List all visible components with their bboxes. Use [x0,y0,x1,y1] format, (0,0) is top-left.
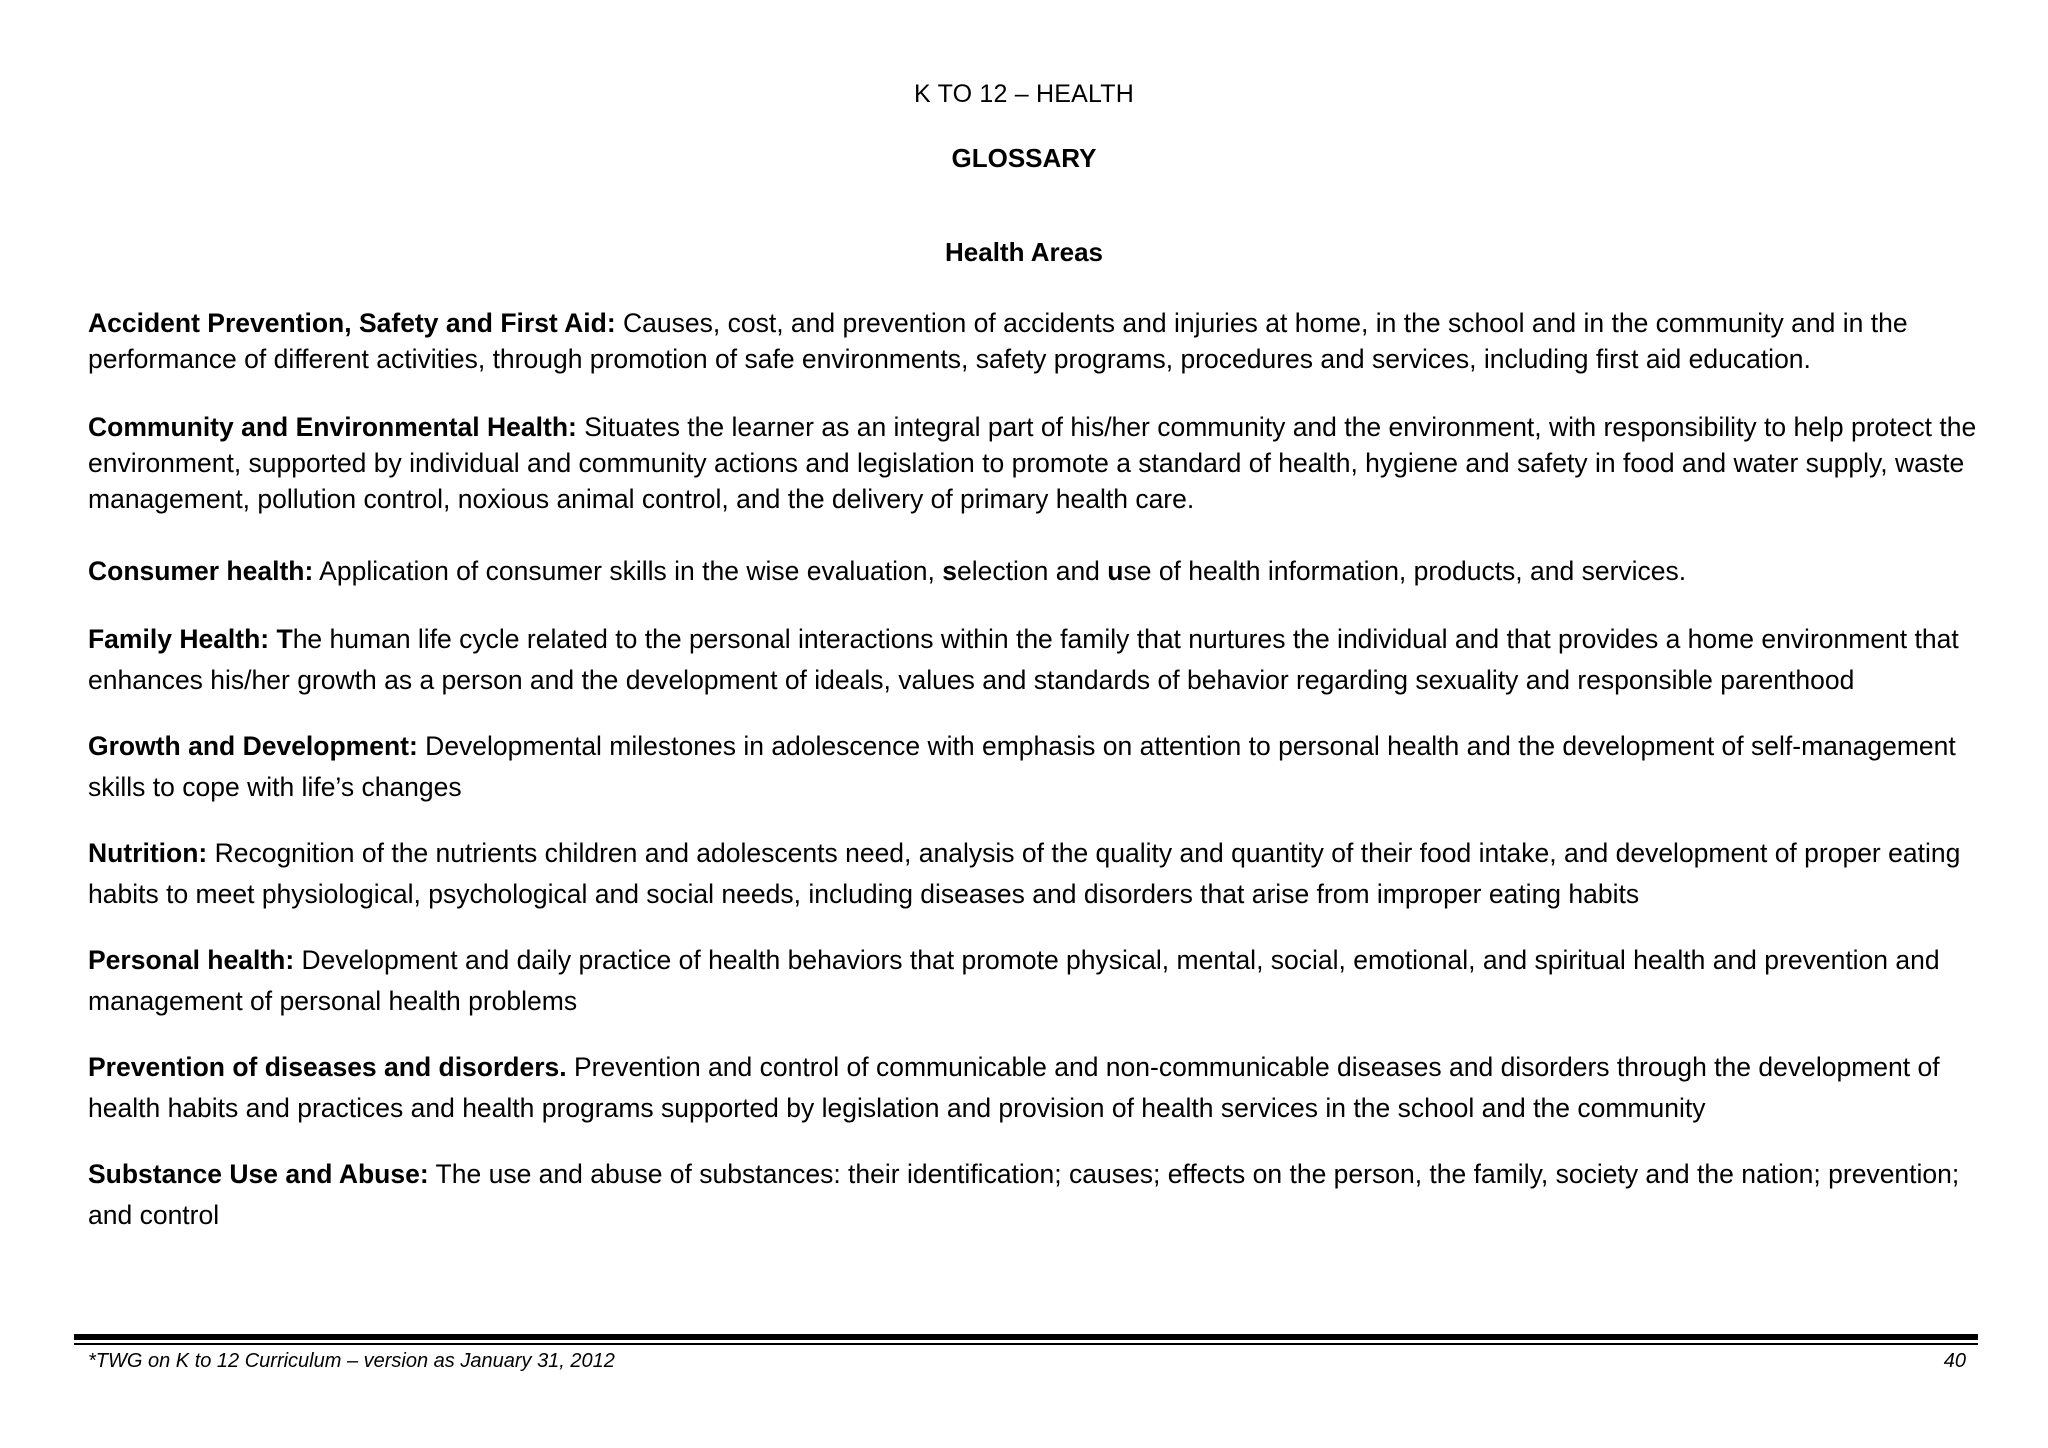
glossary-definition-part: election and [957,556,1108,586]
glossary-term: Consumer health: [88,556,314,586]
footer-source-note: *TWG on K to 12 Curriculum – version as January 31, 2012 [88,1350,615,1372]
glossary-entries [88,305,1988,1236]
glossary-term: Nutrition: [88,838,208,868]
glossary-entry-consumer-health [88,553,1988,589]
glossary-definition: Developmental milestones in adolescence with emphasis on attention to personal health and the development of self-management skills to cope with life’s changes [88,731,1956,802]
document-title: K TO 12 – HEALTH [914,80,1134,108]
glossary-entry-personal-health [88,940,1988,1022]
glossary-definition-emphasis: s [942,556,957,586]
glossary-term: Personal health: [88,945,295,975]
glossary-definition: Causes, cost, and prevention of accidents and injuries at home, in the school and in the community and in the performance of different activities, through promotion of safe environments, safety programs, procedures and services, including first aid education. [88,308,1908,374]
glossary-entry-substance-use [88,1154,1988,1236]
glossary-heading: GLOSSARY [951,143,1097,173]
glossary-definition: Recognition of the nutrients children and adolescents need, analysis of the quality and quantity of their food intake, and development of proper eating habits to meet physiological, psychological and social needs, including diseases and disorders that arise from improper eating habits [88,838,1961,909]
glossary-entry-growth-development [88,726,1988,808]
glossary-term: Family Health: T [88,624,293,654]
glossary-definition: he human life cycle related to the personal interactions within the family that nurtures the individual and that provides a home environment that enhances his/her growth as a person and the development of ideals, values and standards of behavior regarding sexuality and responsible parenthood [88,624,1959,695]
section-heading: Health Areas [945,237,1103,267]
glossary-definition: The use and abuse of substances: their identification; causes; effects on the person, the family, society and the nation; prevention; and control [88,1159,1960,1230]
glossary-entry-nutrition [88,833,1988,915]
glossary-term: Accident Prevention, Safety and First Aid: [88,308,616,338]
glossary-definition: Development and daily practice of health behaviors that promote physical, mental, social, emotional, and spiritual health and prevention and management of personal health problems [88,945,1940,1016]
glossary-term: Prevention of diseases and disorders. [88,1052,567,1082]
glossary-term: Community and Environmental Health: [88,412,577,442]
glossary-entry-family-health [88,619,1988,701]
glossary-definition-part: Application of consumer skills in the wise evaluation, [313,556,943,586]
footer-divider-thin [74,1343,1978,1345]
glossary-entry-prevention-diseases [88,1047,1988,1129]
footer-divider [74,1334,1978,1340]
glossary-definition: Prevention and control of communicable and non-communicable diseases and disorders through the development of health habits and practices and health programs supported by legislation and provision of health services in the school and the community [88,1052,1940,1123]
glossary-definition-emphasis: u [1107,556,1124,586]
glossary-definition-part: se of health information, products, and services. [1123,556,1687,586]
glossary-term: Growth and Development: [88,731,418,761]
glossary-entry-accident-prevention [88,305,1988,377]
page-number: 40 [1943,1350,1966,1372]
glossary-entry-community-environmental-health [88,409,1988,517]
glossary-definition: Situates the learner as an integral part of his/her community and the environment, with responsibility to help protect the environment, supported by individual and community actions and legislation to promote a standard of health, hygiene and safety in food and water supply, waste management, pollution control, noxious animal control, and the delivery of primary health care. [88,412,1977,514]
glossary-term: Substance Use and Abuse: [88,1159,429,1189]
